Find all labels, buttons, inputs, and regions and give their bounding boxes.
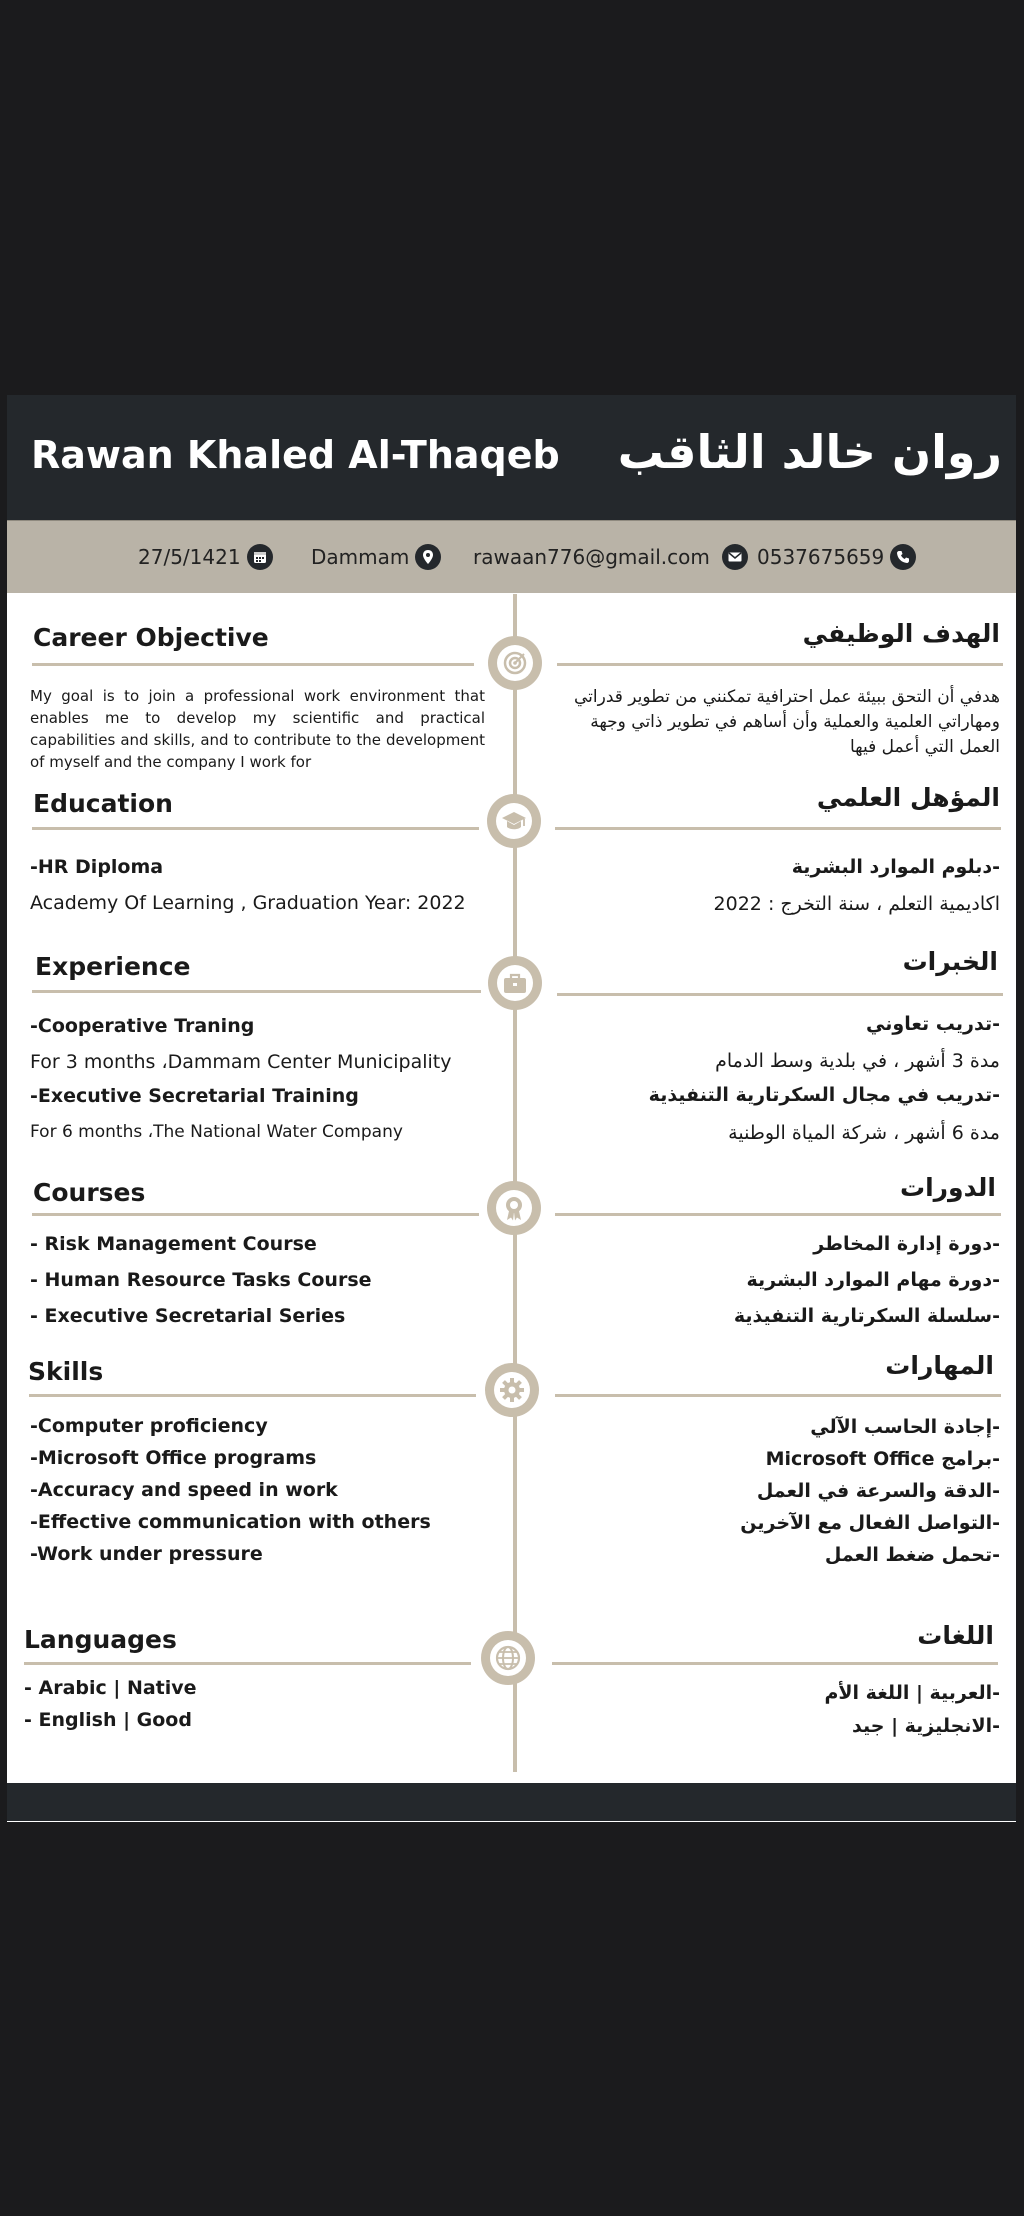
course-item-3-ar: -سلسلة السكرتارية التنفيذية — [733, 1305, 1000, 1327]
experience-rule-left — [32, 990, 481, 993]
languages-badge — [481, 1631, 535, 1685]
experience-item-2-title-en: -Executive Secretarial Training — [30, 1085, 359, 1107]
education-rule-left — [32, 827, 479, 830]
language-item-2-en: - English | Good — [24, 1709, 192, 1731]
career-title-en: Career Objective — [33, 623, 269, 652]
experience-item-1-detail-en: For 3 months ،Dammam Center Municipality — [30, 1051, 452, 1073]
skill-item-1-ar: -إجادة الحاسب الآلي — [810, 1416, 1000, 1438]
education-title-ar: المؤهل العلمي — [816, 783, 1000, 812]
envelope-icon — [722, 544, 748, 570]
courses-title-ar: الدورات — [899, 1173, 996, 1202]
career-rule-left — [32, 663, 474, 666]
skill-item-5-en: -Work under pressure — [30, 1543, 263, 1565]
resume-header — [7, 395, 1016, 520]
skill-item-2-ar: -برامج Microsoft Office — [765, 1448, 1000, 1470]
education-degree-ar: -دبلوم الموارد البشرية — [791, 856, 1000, 878]
resume-footer-bar — [7, 1783, 1016, 1821]
experience-item-2-detail-en: For 6 months ،The National Water Company — [30, 1122, 403, 1142]
city-text: Dammam — [311, 545, 410, 569]
career-title-ar: الهدف الوظيفي — [802, 619, 1000, 648]
courses-rule-left — [32, 1213, 479, 1216]
target-icon — [501, 649, 529, 677]
skill-item-5-ar: -تحمل ضغط العمل — [824, 1544, 1000, 1566]
career-badge — [488, 636, 542, 690]
course-item-1-en: - Risk Management Course — [30, 1233, 317, 1255]
experience-item-1-title-en: -Cooperative Traning — [30, 1015, 255, 1037]
experience-item-1-detail-ar: مدة 3 أشهر ، في بلدية وسط الدمام — [715, 1050, 1000, 1072]
email-item[interactable] — [473, 544, 748, 570]
education-degree-en: -HR Diploma — [30, 856, 164, 878]
phone-icon — [890, 544, 916, 570]
gear-icon — [498, 1376, 526, 1404]
resume-sheet — [7, 395, 1016, 1822]
experience-title-en: Experience — [35, 952, 191, 981]
language-item-1-ar: -العربية | اللغة الأم — [824, 1682, 1000, 1704]
globe-icon — [494, 1644, 522, 1672]
contact-bar — [7, 520, 1016, 593]
languages-rule-right — [552, 1662, 998, 1665]
award-ribbon-icon — [500, 1194, 528, 1222]
birth-date-item — [138, 544, 273, 570]
experience-title-ar: الخبرات — [902, 947, 998, 976]
courses-title-en: Courses — [33, 1178, 146, 1207]
language-item-2-ar: -الانجليزية | جيد — [852, 1715, 1000, 1737]
graduation-cap-icon — [500, 807, 528, 835]
education-detail-ar: اكاديمية التعلم ، سنة التخرج : 2022 — [713, 893, 1000, 915]
skill-item-4-ar: -التواصل الفعال مع الآخرين — [740, 1512, 1000, 1534]
experience-item-1-title-ar: -تدريب تعاوني — [866, 1013, 1000, 1035]
languages-title-ar: اللغات — [917, 1621, 994, 1650]
skill-item-1-en: -Computer proficiency — [30, 1415, 268, 1437]
skills-badge — [485, 1363, 539, 1417]
experience-badge — [488, 956, 542, 1010]
education-detail-en: Academy Of Learning , Graduation Year: 2022 — [30, 892, 466, 914]
skill-item-3-ar: -الدقة والسرعة في العمل — [756, 1480, 1000, 1502]
skill-item-3-en: -Accuracy and speed in work — [30, 1479, 338, 1501]
name-arabic: روان خالد الثاقب — [617, 425, 1002, 479]
skills-title-ar: المهارات — [885, 1351, 994, 1380]
city-item — [311, 544, 441, 570]
location-pin-icon — [415, 544, 441, 570]
career-text-en: My goal is to join a professional work environment that enables me to develop my scientific and practical capabilities and skills, and to contribute to the development of myself and the company I work for — [30, 687, 485, 771]
birth-date-text: 27/5/1421 — [138, 545, 241, 569]
course-item-3-en: - Executive Secretarial Series — [30, 1305, 346, 1327]
career-rule-right — [557, 663, 1003, 666]
calendar-icon — [247, 544, 273, 570]
skills-rule-left — [29, 1394, 476, 1397]
career-text-ar: هدفي أن التحق ببيئة عمل احترافية تمكنني من تطوير قدراتي ومهاراتي العلمية والعملية وأن أساهم في تطوير ذاتي وجهة العمل التي أعمل فيها — [573, 687, 1000, 757]
course-item-2-en: - Human Resource Tasks Course — [30, 1269, 372, 1291]
language-item-1-en: - Arabic | Native — [24, 1677, 197, 1699]
languages-rule-left — [24, 1662, 471, 1665]
skill-item-4-en: -Effective communication with others — [30, 1511, 431, 1533]
courses-badge — [487, 1181, 541, 1235]
experience-rule-right — [557, 993, 1003, 996]
phone-item[interactable] — [757, 544, 916, 570]
course-item-1-ar: -دورة إدارة المخاطر — [813, 1233, 1000, 1255]
courses-rule-right — [555, 1213, 1001, 1216]
education-title-en: Education — [33, 789, 173, 818]
briefcase-icon — [501, 969, 529, 997]
education-rule-right — [555, 827, 1001, 830]
skills-title-en: Skills — [28, 1357, 104, 1386]
skills-rule-right — [555, 1394, 1001, 1397]
phone-text[interactable]: 0537675659 — [757, 545, 885, 569]
course-item-2-ar: -دورة مهام الموارد البشرية — [746, 1269, 1000, 1291]
education-badge — [487, 794, 541, 848]
experience-item-2-title-ar: -تدريب في مجال السكرتارية التنفيذية — [648, 1084, 1000, 1106]
languages-title-en: Languages — [24, 1625, 177, 1654]
skill-item-2-en: -Microsoft Office programs — [30, 1447, 317, 1469]
email-text[interactable]: rawaan776@gmail.com — [473, 545, 710, 569]
experience-item-2-detail-ar: مدة 6 أشهر ، شركة المياة الوطنية — [728, 1122, 1000, 1144]
name-english: Rawan Khaled Al-Thaqeb — [31, 433, 560, 477]
